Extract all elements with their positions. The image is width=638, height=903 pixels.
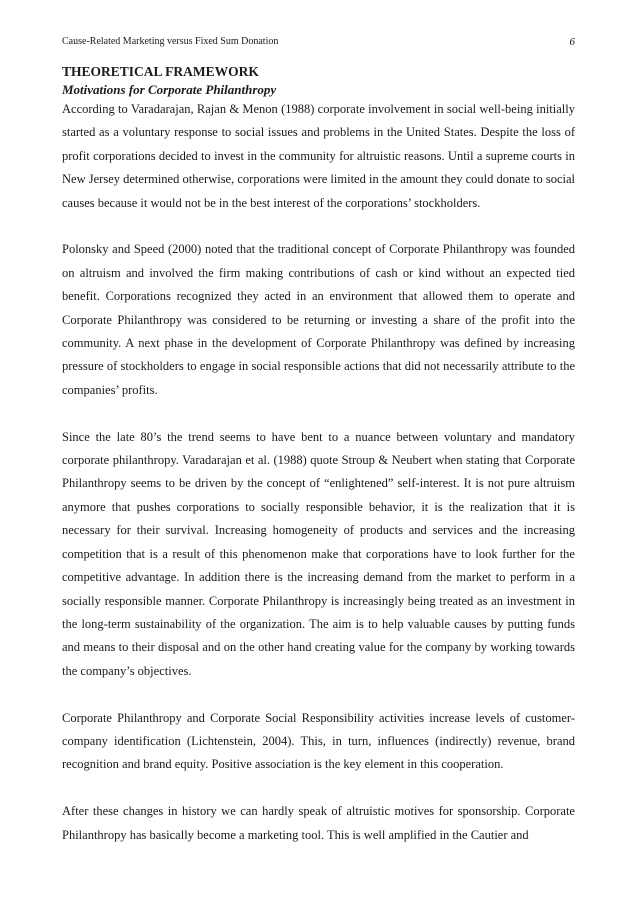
section-subheading: Motivations for Corporate Philanthropy [62,82,277,97]
paragraph-5: After these changes in history we can hardly speak of altruistic motives for sponsorship. Corporate Philanthropy has basically become a marketing tool. This is well amplified in the Cautier and [62,804,575,842]
paragraph-2: Polonsky and Speed (2000) noted that the traditional concept of Corporate Philanthropy was founded on altruism and involved the firm making contributions of cash or kind without an expected tied benefit. Corporations recognized they acted in an environment that allowed them to operate and Corporate Philanthropy was considered to be returning or investing a share of the profit into the community. A next phase in the development of Corporate Philanthropy was defined by increasing pressure of stockholders to engage in social responsible actions that did not necessarily attribute to the companies’ profits. [62,242,575,397]
paragraph-1: According to Varadarajan, Rajan & Menon (1988) corporate involvement in social well-being initially started as a voluntary response to social issues and problems in the United States. Despite the loss of profit corporations decided to invest in the community for altruistic reasons. Until a supreme courts in New Jersey determined otherwise, corporations were limited in the amount they could donate to social causes because it would not be in the best interest of the corporations’ stockholders. [62,102,575,210]
paragraph-4: Corporate Philanthropy and Corporate Social Responsibility activities increase levels of customer-company identification (Lichtenstein, 2004). This, in turn, influences (indirectly) revenue, brand recognition and brand equity. Positive association is the key element in this cooperation. [62,710,575,772]
running-title: Cause-Related Marketing versus Fixed Sum Donation [62,36,279,47]
page-number: 6 [569,36,575,48]
running-header [62,36,575,50]
paragraph-3: Since the late 80’s the trend seems to have bent to a nuance between voluntary and mandatory corporate philanthropy. Varadarajan et al. (1988) quote Stroup & Neubert when stating that Corporate Philanthropy seems to be driven by the concept of “enlightened” self-interest. It is not pure altruism anymore that pushes corporations to socially responsible behavior, it is the realization that it is necessary for their survival. Increasing homogeneity of products and services and the increasing competition that is a result of this phenomenon make that corporations have to look further for the competitive advantage. In addition there is the increasing demand from the market to perform in a socially responsible manner. Corporate Philanthropy is increasingly being treated as an investment in the long-term sustainability of the organization. The aim is to help valuable causes by putting funds and means to their disposal and on the other hand creating value for the company by working towards the company’s objectives. [62,429,575,678]
paragraph-gap [62,402,575,425]
paragraph-gap [62,777,575,800]
paragraph-gap [62,683,575,706]
main-content [62,63,575,847]
paragraph-gap [62,215,575,238]
section-heading: THEORETICAL FRAMEWORK [62,64,259,79]
